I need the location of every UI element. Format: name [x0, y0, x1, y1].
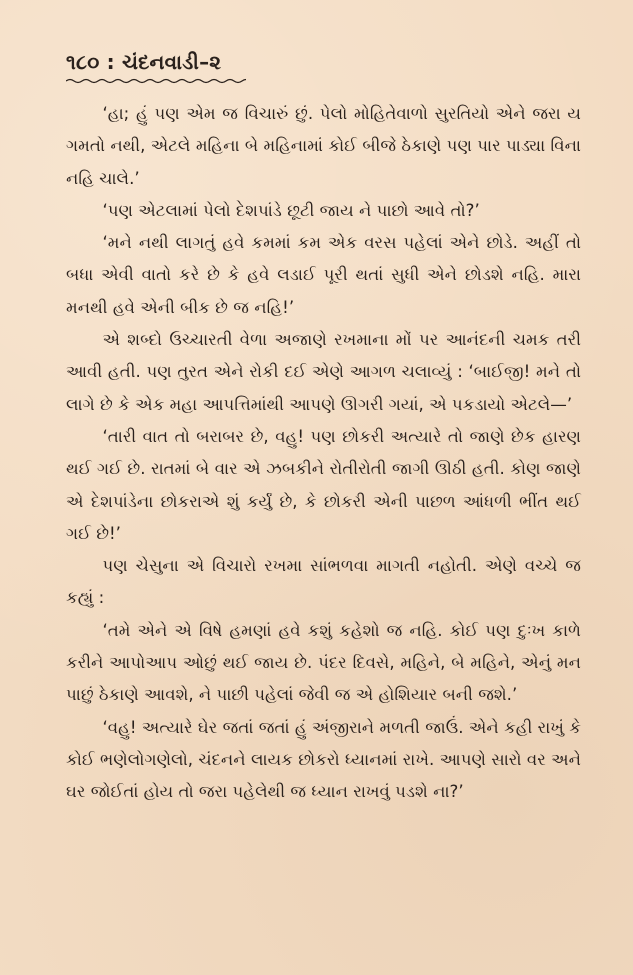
- page-header: [66, 48, 581, 90]
- paragraph: ‘તમે એને એ વિષે હમણાં હવે કશું કહેશો જ નહિ. કોઈ પણ દુઃખ કાળે કરીને આપોઆપ ઓછું થઈ જાય છે. પંદર દિવસે, મહિને, બે મહિને, એનું મન પાછું ઠેકાણે આવશે, ને પાછી પહેલાં જેવી જ એ હોશિયાર બની જશે.’: [66, 620, 581, 705]
- body-text: [66, 98, 581, 809]
- paragraph: ‘તારી વાત તો બરાબર છે, વહુ! પણ છોકરી અત્યારે તો જાણે છેક હારણ થઈ ગઈ છે. રાતમાં બે વાર એ ઝબકીને રોતીરોતી જાગી ઊઠી હતી. કોણ જાણે એ દેશપાંડેના છોકરાએ શું કર્યું છે, કે છોકરી એની પાછળ આંધળી ભીંત થઈ ગઈ છે!’: [66, 426, 581, 543]
- running-head: ૧૮૦ : ચંદનવાડી–૨: [66, 50, 222, 74]
- paragraph: ‘મને નથી લાગતું હવે કમમાં કમ એક વરસ પહેલાં એને છોડે. અહીં તો બધા એવી વાતો કરે છે કે હવે લડાઈ પૂરી થતાં સુધી એને છોડશે નહિ. મારા મનથી હવે એની બીક છે જ નહિ!’: [66, 233, 581, 317]
- paragraph: ‘હા; હું પણ એમ જ વિચારું છું. પેલો મોહિતેવાળો સુરતિયો એને જરા ય ગમતો નથી, એટલે મહિના બે મહિનામાં કોઈ બીજે ઠેકાણે પણ પાર પાડ્યા વિના નહિ ચાલે.’: [66, 104, 581, 188]
- paragraph: એ શબ્દો ઉચ્ચારતી વેળા અજાણે રખમાના મોં પર આનંદની ચમક તરી આવી હતી. પણ તુરત એને રોકી દઈ એણે આગળ ચલાવ્યું : ‘બાઈજી! મને તો લાગે છે કે એક મહા આપત્તિમાંથી આપણે ઊગરી ગયાં, એ પકડાયો એટલે—’: [66, 330, 581, 414]
- paragraph: ‘પણ એટલામાં પેલો દેશપાંડે છૂટી જાય ને પાછો આવે તો?’: [102, 200, 480, 220]
- paragraph: પણ ચેસુના એ વિચારો રખમા સાંભળવા માગતી નહોતી. એણે વચ્ચે જ કહ્યું :: [66, 556, 581, 608]
- paragraph: ‘વહુ! અત્યારે ઘેર જતાં જતાં હું અંજીરાને મળતી જાઉં. એને કહી રાખું કે કોઈ ભણેલોગણેલો, ચંદનને લાયક છોકરો ધ્યાનમાં રાખે. આપણે સારો વર અને ઘર જોઈતાં હોય તો જરા પહેલેથી જ ધ્યાન રાખવું પડશે ના?’: [66, 717, 581, 802]
- header-wavy-rule: [66, 78, 246, 84]
